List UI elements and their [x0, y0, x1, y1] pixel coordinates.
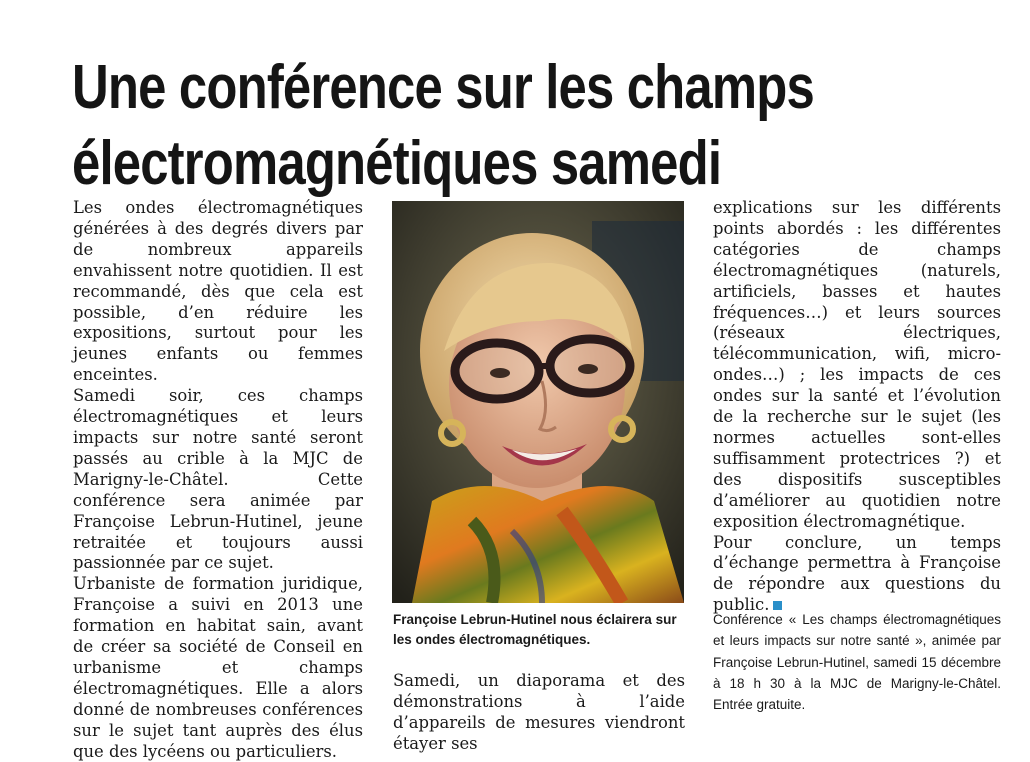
column1-paragraph: Urbaniste de formation juridique, Françoise a suivi en 2013 une formation en habitat sain, avant de créer sa société de Conseil en urbanisme et champs électromagnétiques. Elle a alors donné de nombreuses conférences sur le sujet tant auprès des élus que des lycéens ou particuliers.: [73, 574, 363, 761]
column1-paragraph: Samedi soir, ces champs électromagnétiques et leurs impacts sur notre santé seront passés au crible à la MJC de Marigny-le-Châtel. Cette conférence sera animée par Françoise Lebrun-Hutinel, jeune retraitée et toujours aussi passionnée par ce sujet.: [73, 386, 363, 573]
column3-paragraph-text: Pour conclure, un temps d’échange permettra à Françoise de répondre aux questions du public.: [713, 532, 1001, 615]
article-column-2: [393, 671, 685, 755]
column2-paragraph: Samedi, un diaporama et des démonstrations à l’aide d’appareils de mesures viendront étayer ses: [393, 671, 685, 753]
portrait-illustration: [392, 201, 684, 603]
headline-line-1: Une conférence sur les champs: [72, 52, 814, 122]
article-headline: [72, 50, 843, 202]
event-info-box: Conférence « Les champs électromagnétiques et leurs impacts sur notre santé », animée par Françoise Lebrun-Hutinel, samedi 15 décembre à 18 h 30 à la MJC de Marigny-le-Châtel. Entrée gratuite.: [713, 612, 1001, 713]
column3-paragraph: explications sur les différents points abordés : les différentes catégories de champs électromagnétiques (naturels, artificiels, basses et hautes fréquences…) et leurs sources (réseaux électriques, télécommunication, wifi, micro-ondes…) ; les impacts de ces ondes sur la santé et l’évolution de la recherche sur le sujet (les normes actuelles sont-elles suffisamment protectrices ?) et des dispositifs susceptibles d’améliorer au quotidien notre exposition électromagnétique.: [713, 198, 1001, 531]
column1-paragraph: Les ondes électromagnétiques générées à des degrés divers par de nombreux appareils envahissent notre quotidien. Il est recommandé, dès que cela est possible, d’en réduire les expositions, surtout pour les jeunes enfants ou femmes enceintes.: [73, 198, 363, 385]
column3-paragraph-final: [713, 533, 1001, 617]
headline-line-2: électromagnétiques samedi: [72, 128, 722, 198]
article-column-3: [713, 198, 1001, 616]
portrait-photo: [392, 201, 684, 603]
photo-caption: Françoise Lebrun-Hutinel nous éclairera sur les ondes électromagnétiques.: [393, 612, 677, 647]
article-column-1: [73, 198, 363, 762]
